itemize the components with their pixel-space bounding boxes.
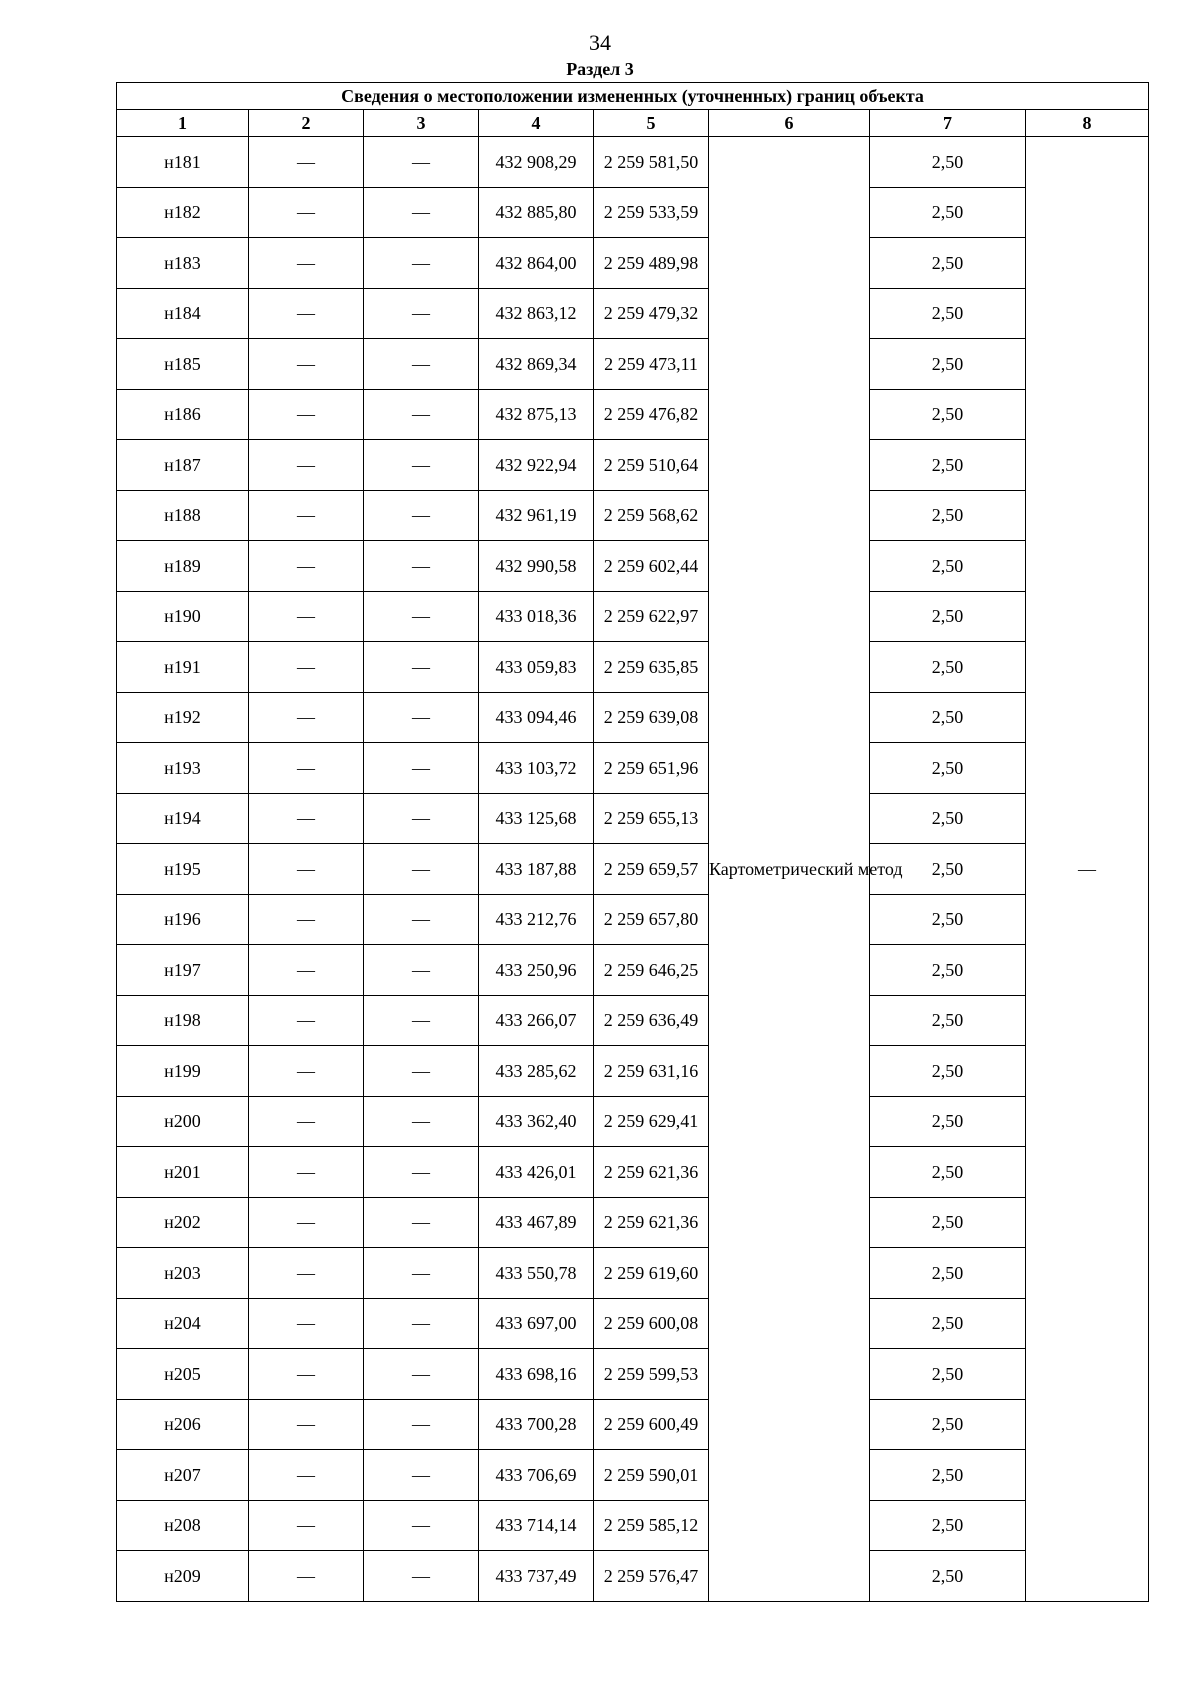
point-number-cell: н204 [117, 1298, 249, 1349]
column-2-cell: — [249, 1298, 364, 1349]
y-coordinate-cell: 2 259 635,85 [594, 642, 709, 693]
x-coordinate-cell: 433 737,49 [479, 1551, 594, 1602]
table-body [117, 137, 1149, 1602]
column-3-cell: — [364, 389, 479, 440]
column-3-cell: — [364, 1551, 479, 1602]
point-number-cell: н188 [117, 490, 249, 541]
accuracy-cell: 2,50 [870, 541, 1026, 592]
x-coordinate-cell: 432 863,12 [479, 288, 594, 339]
column-2-cell: — [249, 137, 364, 188]
column-3-cell: — [364, 945, 479, 996]
column-2-cell: — [249, 591, 364, 642]
column-2-cell: — [249, 1450, 364, 1501]
accuracy-cell: 2,50 [870, 187, 1026, 238]
y-coordinate-cell: 2 259 568,62 [594, 490, 709, 541]
column-8-cell: — [1026, 137, 1149, 1602]
x-coordinate-cell: 433 467,89 [479, 1197, 594, 1248]
accuracy-cell: 2,50 [870, 1450, 1026, 1501]
y-coordinate-cell: 2 259 631,16 [594, 1046, 709, 1097]
accuracy-cell: 2,50 [870, 1551, 1026, 1602]
column-2-cell: — [249, 743, 364, 794]
x-coordinate-cell: 432 990,58 [479, 541, 594, 592]
column-2-cell: — [249, 1399, 364, 1450]
column-3-cell: — [364, 844, 479, 895]
table-row [117, 1046, 1149, 1097]
column-3-cell: — [364, 692, 479, 743]
accuracy-cell: 2,50 [870, 1349, 1026, 1400]
x-coordinate-cell: 433 700,28 [479, 1399, 594, 1450]
column-3-cell: — [364, 642, 479, 693]
column-2-cell: — [249, 945, 364, 996]
column-2-cell: — [249, 1349, 364, 1400]
x-coordinate-cell: 433 103,72 [479, 743, 594, 794]
column-2-cell: — [249, 1197, 364, 1248]
column-3-cell: — [364, 238, 479, 289]
column-2-cell: — [249, 1046, 364, 1097]
x-coordinate-cell: 433 018,36 [479, 591, 594, 642]
column-3-cell: — [364, 793, 479, 844]
column-3-cell: — [364, 743, 479, 794]
boundary-coordinates-table [116, 82, 1149, 1602]
table-row [117, 1147, 1149, 1198]
column-header: 2 [249, 110, 364, 137]
table-row [117, 1096, 1149, 1147]
point-number-cell: н208 [117, 1500, 249, 1551]
accuracy-cell: 2,50 [870, 238, 1026, 289]
column-3-cell: — [364, 1197, 479, 1248]
y-coordinate-cell: 2 259 479,32 [594, 288, 709, 339]
column-2-cell: — [249, 541, 364, 592]
table-row [117, 490, 1149, 541]
y-coordinate-cell: 2 259 489,98 [594, 238, 709, 289]
y-coordinate-cell: 2 259 576,47 [594, 1551, 709, 1602]
table-row [117, 1298, 1149, 1349]
x-coordinate-cell: 432 864,00 [479, 238, 594, 289]
x-coordinate-cell: 433 426,01 [479, 1147, 594, 1198]
accuracy-cell: 2,50 [870, 1197, 1026, 1248]
accuracy-cell: 2,50 [870, 591, 1026, 642]
point-number-cell: н196 [117, 894, 249, 945]
accuracy-cell: 2,50 [870, 339, 1026, 390]
point-number-cell: н187 [117, 440, 249, 491]
table-row [117, 137, 1149, 188]
point-number-cell: н193 [117, 743, 249, 794]
column-header: 7 [870, 110, 1026, 137]
y-coordinate-cell: 2 259 510,64 [594, 440, 709, 491]
accuracy-cell: 2,50 [870, 1248, 1026, 1299]
y-coordinate-cell: 2 259 533,59 [594, 187, 709, 238]
y-coordinate-cell: 2 259 476,82 [594, 389, 709, 440]
column-2-cell: — [249, 490, 364, 541]
table-row [117, 440, 1149, 491]
point-number-cell: н190 [117, 591, 249, 642]
x-coordinate-cell: 432 908,29 [479, 137, 594, 188]
y-coordinate-cell: 2 259 622,97 [594, 591, 709, 642]
table-row [117, 1197, 1149, 1248]
table-row [117, 1450, 1149, 1501]
table-row [117, 1551, 1149, 1602]
method-cell: Картометрический метод [709, 137, 870, 1602]
accuracy-cell: 2,50 [870, 1046, 1026, 1097]
point-number-cell: н197 [117, 945, 249, 996]
accuracy-cell: 2,50 [870, 440, 1026, 491]
point-number-cell: н181 [117, 137, 249, 188]
column-3-cell: — [364, 894, 479, 945]
y-coordinate-cell: 2 259 585,12 [594, 1500, 709, 1551]
column-2-cell: — [249, 1551, 364, 1602]
point-number-cell: н185 [117, 339, 249, 390]
table-row [117, 591, 1149, 642]
point-number-cell: н195 [117, 844, 249, 895]
point-number-cell: н192 [117, 692, 249, 743]
y-coordinate-cell: 2 259 600,08 [594, 1298, 709, 1349]
column-number-row [117, 110, 1149, 137]
table-row [117, 945, 1149, 996]
y-coordinate-cell: 2 259 581,50 [594, 137, 709, 188]
point-number-cell: н206 [117, 1399, 249, 1450]
column-3-cell: — [364, 1500, 479, 1551]
y-coordinate-cell: 2 259 590,01 [594, 1450, 709, 1501]
table-row [117, 187, 1149, 238]
column-header: 1 [117, 110, 249, 137]
column-3-cell: — [364, 541, 479, 592]
table-row [117, 339, 1149, 390]
point-number-cell: н191 [117, 642, 249, 693]
column-2-cell: — [249, 187, 364, 238]
x-coordinate-cell: 433 697,00 [479, 1298, 594, 1349]
table-row [117, 642, 1149, 693]
column-header: 3 [364, 110, 479, 137]
accuracy-cell: 2,50 [870, 1399, 1026, 1450]
table-row [117, 692, 1149, 743]
column-2-cell: — [249, 844, 364, 895]
y-coordinate-cell: 2 259 621,36 [594, 1197, 709, 1248]
accuracy-cell: 2,50 [870, 945, 1026, 996]
column-2-cell: — [249, 440, 364, 491]
y-coordinate-cell: 2 259 655,13 [594, 793, 709, 844]
point-number-cell: н202 [117, 1197, 249, 1248]
accuracy-cell: 2,50 [870, 642, 1026, 693]
table-caption: Сведения о местоположении измененных (уточненных) границ объекта [117, 83, 1149, 110]
point-number-cell: н186 [117, 389, 249, 440]
column-header: 8 [1026, 110, 1149, 137]
column-3-cell: — [364, 591, 479, 642]
table-row [117, 1399, 1149, 1450]
accuracy-cell: 2,50 [870, 137, 1026, 188]
x-coordinate-cell: 432 885,80 [479, 187, 594, 238]
x-coordinate-cell: 432 875,13 [479, 389, 594, 440]
x-coordinate-cell: 433 706,69 [479, 1450, 594, 1501]
column-2-cell: — [249, 793, 364, 844]
column-2-cell: — [249, 389, 364, 440]
y-coordinate-cell: 2 259 602,44 [594, 541, 709, 592]
column-header: 5 [594, 110, 709, 137]
page-number: 34 [589, 30, 611, 55]
y-coordinate-cell: 2 259 651,96 [594, 743, 709, 794]
table-row [117, 995, 1149, 1046]
column-3-cell: — [364, 1046, 479, 1097]
x-coordinate-cell: 433 187,88 [479, 844, 594, 895]
x-coordinate-cell: 433 285,62 [479, 1046, 594, 1097]
point-number-cell: н200 [117, 1096, 249, 1147]
column-3-cell: — [364, 490, 479, 541]
accuracy-cell: 2,50 [870, 995, 1026, 1046]
accuracy-cell: 2,50 [870, 692, 1026, 743]
column-2-cell: — [249, 1096, 364, 1147]
table-row [117, 389, 1149, 440]
y-coordinate-cell: 2 259 629,41 [594, 1096, 709, 1147]
x-coordinate-cell: 432 922,94 [479, 440, 594, 491]
y-coordinate-cell: 2 259 659,57 [594, 844, 709, 895]
y-coordinate-cell: 2 259 636,49 [594, 995, 709, 1046]
point-number-cell: н199 [117, 1046, 249, 1097]
x-coordinate-cell: 433 125,68 [479, 793, 594, 844]
table-row [117, 894, 1149, 945]
point-number-cell: н189 [117, 541, 249, 592]
column-3-cell: — [364, 440, 479, 491]
y-coordinate-cell: 2 259 639,08 [594, 692, 709, 743]
column-header: 4 [479, 110, 594, 137]
column-2-cell: — [249, 642, 364, 693]
x-coordinate-cell: 433 094,46 [479, 692, 594, 743]
column-3-cell: — [364, 288, 479, 339]
x-coordinate-cell: 433 212,76 [479, 894, 594, 945]
column-2-cell: — [249, 238, 364, 289]
table-row [117, 288, 1149, 339]
column-3-cell: — [364, 1399, 479, 1450]
y-coordinate-cell: 2 259 599,53 [594, 1349, 709, 1400]
x-coordinate-cell: 433 059,83 [479, 642, 594, 693]
point-number-cell: н207 [117, 1450, 249, 1501]
y-coordinate-cell: 2 259 619,60 [594, 1248, 709, 1299]
table-row [117, 793, 1149, 844]
x-coordinate-cell: 433 362,40 [479, 1096, 594, 1147]
accuracy-cell: 2,50 [870, 1500, 1026, 1551]
table-row [117, 238, 1149, 289]
point-number-cell: н201 [117, 1147, 249, 1198]
point-number-cell: н205 [117, 1349, 249, 1400]
x-coordinate-cell: 432 961,19 [479, 490, 594, 541]
accuracy-cell: 2,50 [870, 793, 1026, 844]
column-3-cell: — [364, 1147, 479, 1198]
column-2-cell: — [249, 339, 364, 390]
table-row [117, 1349, 1149, 1400]
column-3-cell: — [364, 187, 479, 238]
table-row [117, 844, 1149, 895]
accuracy-cell: 2,50 [870, 389, 1026, 440]
y-coordinate-cell: 2 259 621,36 [594, 1147, 709, 1198]
point-number-cell: н198 [117, 995, 249, 1046]
accuracy-cell: 2,50 [870, 844, 1026, 895]
column-3-cell: — [364, 1349, 479, 1400]
y-coordinate-cell: 2 259 657,80 [594, 894, 709, 945]
y-coordinate-cell: 2 259 646,25 [594, 945, 709, 996]
point-number-cell: н182 [117, 187, 249, 238]
y-coordinate-cell: 2 259 600,49 [594, 1399, 709, 1450]
accuracy-cell: 2,50 [870, 1147, 1026, 1198]
point-number-cell: н209 [117, 1551, 249, 1602]
section-title: Раздел 3 [566, 59, 634, 79]
table-row [117, 1500, 1149, 1551]
point-number-cell: н183 [117, 238, 249, 289]
x-coordinate-cell: 433 714,14 [479, 1500, 594, 1551]
column-3-cell: — [364, 995, 479, 1046]
column-header: 6 [709, 110, 870, 137]
column-3-cell: — [364, 339, 479, 390]
accuracy-cell: 2,50 [870, 1096, 1026, 1147]
x-coordinate-cell: 433 550,78 [479, 1248, 594, 1299]
accuracy-cell: 2,50 [870, 894, 1026, 945]
column-2-cell: — [249, 894, 364, 945]
column-3-cell: — [364, 1248, 479, 1299]
column-3-cell: — [364, 1298, 479, 1349]
column-2-cell: — [249, 1248, 364, 1299]
point-number-cell: н184 [117, 288, 249, 339]
table-row [117, 541, 1149, 592]
accuracy-cell: 2,50 [870, 1298, 1026, 1349]
accuracy-cell: 2,50 [870, 743, 1026, 794]
column-3-cell: — [364, 1096, 479, 1147]
accuracy-cell: 2,50 [870, 490, 1026, 541]
point-number-cell: н203 [117, 1248, 249, 1299]
x-coordinate-cell: 433 250,96 [479, 945, 594, 996]
x-coordinate-cell: 433 266,07 [479, 995, 594, 1046]
point-number-cell: н194 [117, 793, 249, 844]
column-2-cell: — [249, 288, 364, 339]
column-2-cell: — [249, 1147, 364, 1198]
column-2-cell: — [249, 995, 364, 1046]
column-2-cell: — [249, 692, 364, 743]
x-coordinate-cell: 433 698,16 [479, 1349, 594, 1400]
column-3-cell: — [364, 1450, 479, 1501]
x-coordinate-cell: 432 869,34 [479, 339, 594, 390]
column-3-cell: — [364, 137, 479, 188]
accuracy-cell: 2,50 [870, 288, 1026, 339]
y-coordinate-cell: 2 259 473,11 [594, 339, 709, 390]
table-row [117, 1248, 1149, 1299]
column-2-cell: — [249, 1500, 364, 1551]
table-row [117, 743, 1149, 794]
